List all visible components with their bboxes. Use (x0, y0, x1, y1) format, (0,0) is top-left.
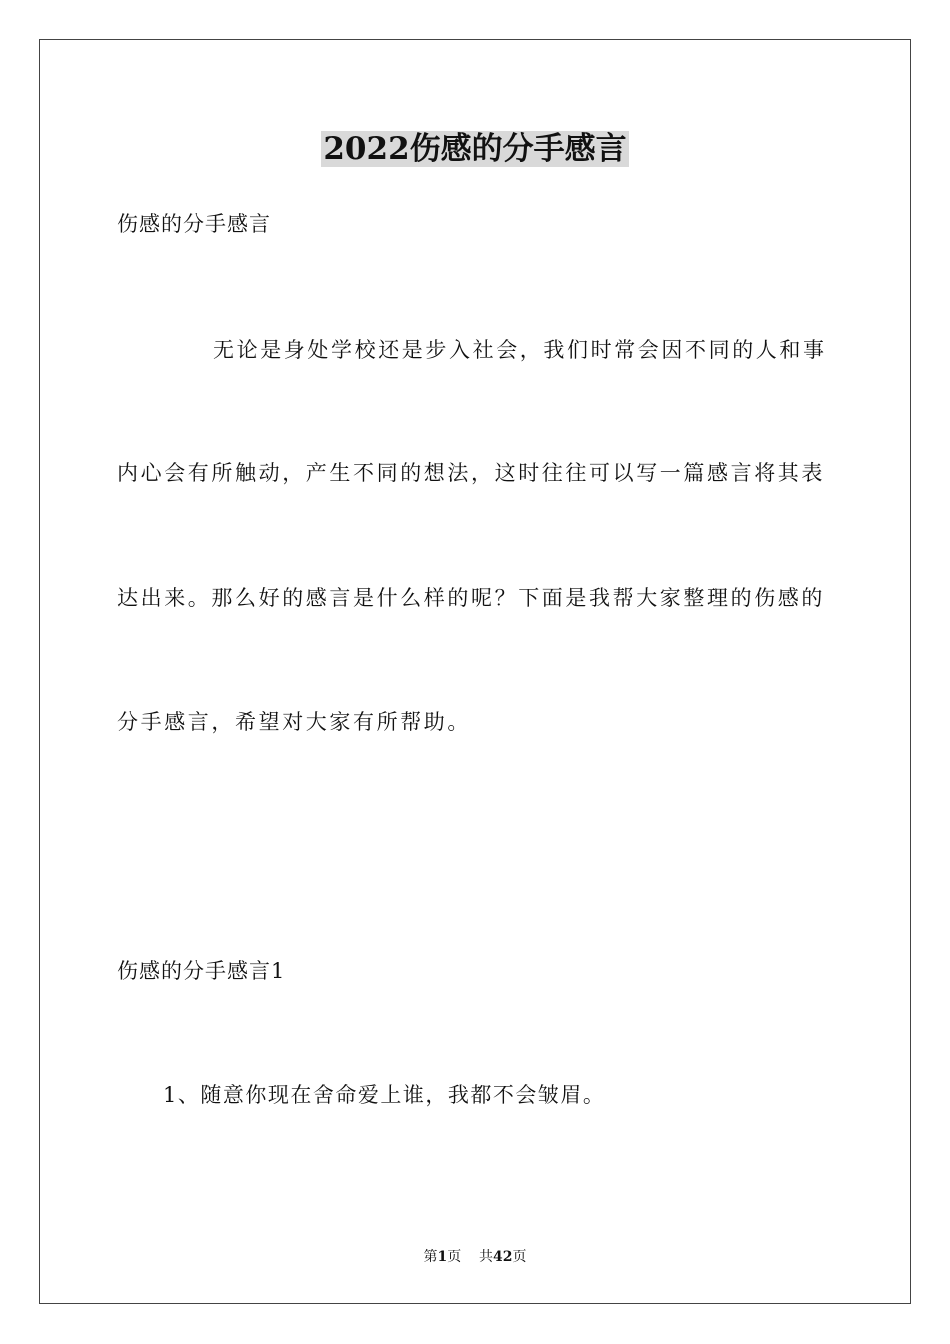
document-subtitle: 伤感的分手感言 (117, 212, 271, 236)
footer-page-suffix: 页 (447, 1249, 462, 1265)
document-title (0, 126, 950, 172)
footer-total-suffix: 页 (512, 1249, 527, 1265)
intro-line-1: 无论是身处学校还是步入社会，我们时常会因不同的人和事 (213, 338, 827, 362)
footer-total-prefix: 共 (479, 1249, 494, 1265)
intro-line-3: 达出来。那么好的感言是什么样的呢？下面是我帮大家整理的伤感的 (117, 586, 825, 610)
list-item: 1、随意你现在舍命爱上谁，我都不会皱眉。 (163, 1083, 606, 1107)
intro-line-2: 内心会有所触动，产生不同的想法，这时往往可以写一篇感言将其表 (117, 461, 825, 485)
footer-page-number: 1 (437, 1249, 448, 1265)
document-title-text: 2022伤感的分手感言 (323, 131, 627, 167)
footer-total-pages: 42 (493, 1249, 513, 1265)
footer-page-prefix: 第 (423, 1249, 438, 1265)
page-footer (0, 1247, 950, 1267)
intro-line-4: 分手感言，希望对大家有所帮助。 (117, 710, 471, 734)
section-heading: 伤感的分手感言1 (117, 959, 286, 983)
